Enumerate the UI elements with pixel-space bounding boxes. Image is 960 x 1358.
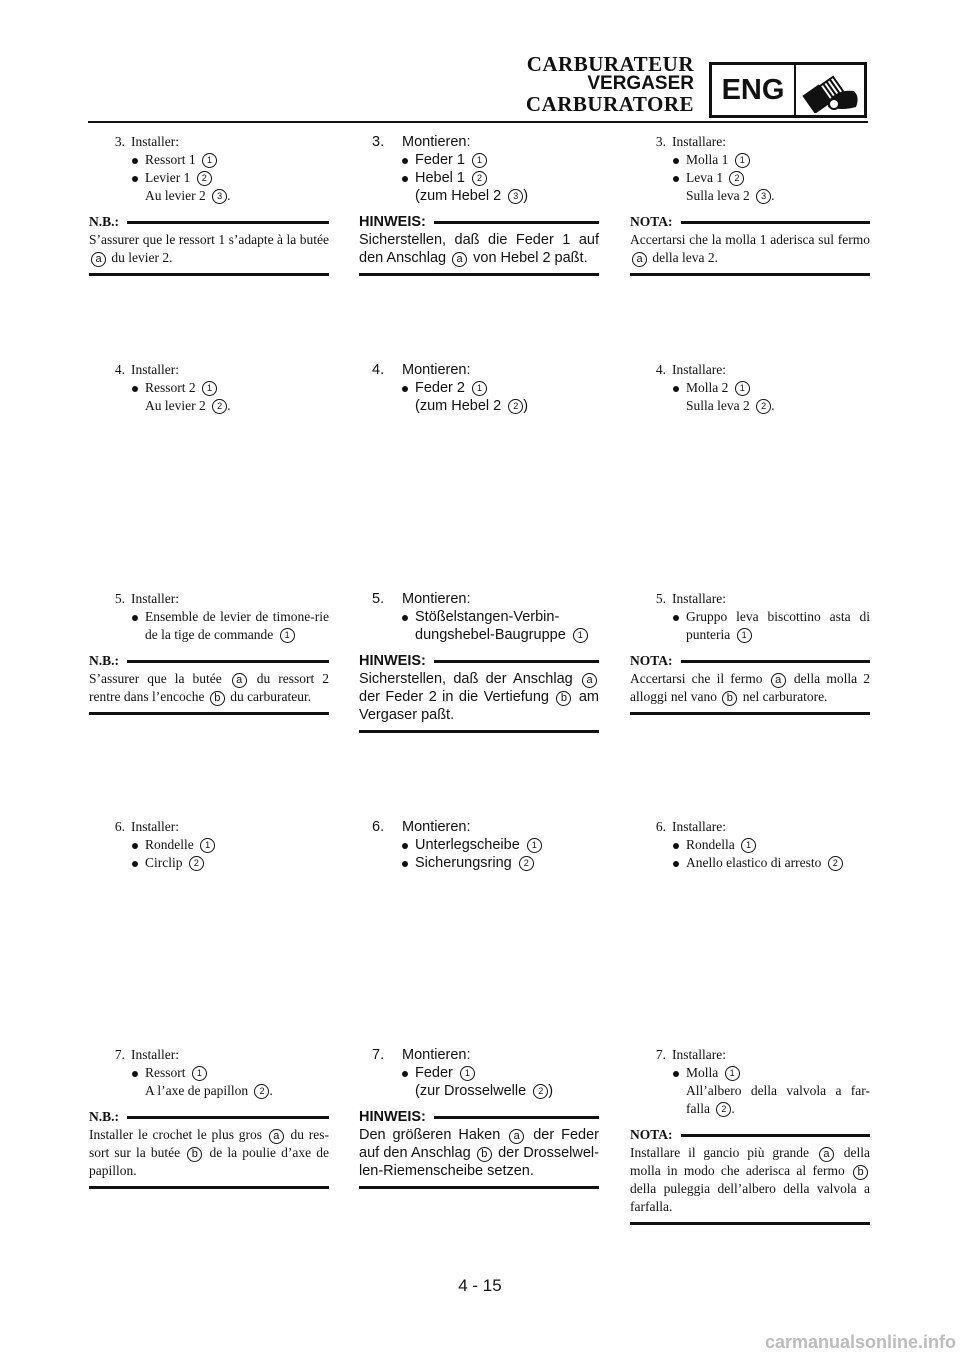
note-text: della molla in modo che aderisca al fermo [630, 1145, 870, 1178]
note-box [359, 1108, 599, 1189]
location-text: Au levier 2 [145, 188, 206, 203]
callout-number: 2 [729, 171, 744, 186]
bullet-icon [672, 1064, 686, 1082]
callout-letter: b [210, 691, 225, 706]
bullet-icon [401, 1064, 415, 1082]
note-text: du ressort 2 rentre dans l’encoche [89, 671, 330, 704]
callout-letter: a [232, 673, 247, 688]
callout-number: 1 [472, 381, 487, 396]
callout-number: 1 [202, 153, 217, 168]
location-text: (zur Drosselwelle [415, 1083, 527, 1099]
closing-paren: ) [523, 398, 529, 414]
callout-number: 3 [756, 189, 771, 204]
bullet-icon [131, 854, 145, 872]
fr-step-4: 4. Installer: Ressort 2 1 Au levier 2 2 . [89, 361, 329, 415]
note-heading: N.B.: [89, 214, 119, 229]
section-badge [709, 62, 867, 118]
note-box [630, 1126, 870, 1225]
part-name: Molla 1 [686, 152, 729, 167]
fr-step-3: 3. Installer: Ressort 1 1 Levier 1 2 Au levier 2 3 . N.B.: S’assurer que le ressort 1 s’adapte à la butée a du levier 2. [89, 133, 329, 276]
step-number: 3. [655, 134, 666, 149]
note-box [630, 652, 870, 715]
note-text: Installare il gancio più grande [630, 1145, 810, 1160]
location-text: All’albero della valvola a far-falla [686, 1083, 870, 1116]
step-title: Montieren: [402, 134, 471, 150]
note-heading: NOTA: [630, 1127, 673, 1142]
callout-number: 2 [189, 856, 204, 871]
callout-number: 2 [519, 856, 534, 871]
callout-number: 1 [460, 1066, 475, 1081]
note-text: della leva 2. [652, 250, 718, 265]
callout-letter: a [91, 252, 106, 267]
bullet-icon [401, 608, 415, 644]
note-text: Accertarsi che la molla 1 aderisca sul fermo [630, 232, 870, 247]
note-text: am Vergaser paßt. [359, 689, 600, 723]
note-text: du carburateur. [230, 689, 312, 704]
callout-number: 1 [735, 381, 750, 396]
note-box [359, 652, 599, 733]
title-it: CARBURATORE [525, 92, 694, 116]
closing-paren: ) [523, 188, 529, 204]
step-title: Installer: [131, 819, 179, 834]
de-step-5 [359, 590, 599, 733]
note-text: Den größeren Haken [359, 1127, 501, 1143]
callout-number: 1 [192, 1066, 207, 1081]
location-text: Sulla leva 2 [686, 398, 750, 413]
callout-letter: a [269, 1129, 284, 1144]
page-number: 4 - 15 [458, 1276, 502, 1295]
callout-number: 1 [202, 381, 217, 396]
callout-number: 1 [527, 838, 542, 853]
note-box [89, 213, 329, 276]
note-heading: HINWEIS: [359, 1109, 426, 1125]
closing-paren: ) [548, 1083, 554, 1099]
part-name: Feder 1 [415, 152, 465, 168]
part-name: Feder [415, 1065, 453, 1081]
callout-number: 2 [212, 399, 227, 414]
watermark: carmanualsonline.info [764, 1332, 956, 1352]
part-name: Ensemble de levier de timone-rie de la tige de commande [145, 609, 329, 642]
part-name: Gruppo leva biscottino asta di punteria [686, 609, 870, 642]
fr-step-5 [89, 590, 329, 715]
step-title: Montieren: [402, 1047, 471, 1063]
note-box [630, 213, 870, 276]
part-name: Levier 1 [145, 170, 191, 185]
step-title: Installer: [131, 134, 179, 149]
callout-number: 1 [735, 153, 750, 168]
it-step-5 [630, 590, 870, 715]
callout-number: 1 [280, 628, 295, 643]
title-fr: CARBURATEUR [526, 52, 694, 76]
step-title: Installer: [131, 591, 179, 606]
bullet-icon [672, 836, 686, 854]
note-heading: N.B.: [89, 653, 119, 668]
bullet-icon [131, 169, 145, 187]
step-number: 5. [372, 591, 385, 607]
note-text: nel carburatore. [742, 689, 828, 704]
callout-number: 1 [737, 628, 752, 643]
callout-letter: a [771, 673, 786, 688]
callout-number: 2 [828, 856, 843, 871]
bullet-icon [401, 379, 415, 397]
step-number: 7. [372, 1047, 385, 1063]
note-text: Accertarsi che il fermo [630, 671, 763, 686]
de-step-6 [359, 818, 599, 872]
part-name: Sicherungsring [415, 855, 512, 871]
callout-letter: b [556, 691, 571, 706]
wrench-engine-icon [796, 65, 864, 115]
callout-letter: a [509, 1129, 524, 1144]
step-title: Installare: [672, 819, 726, 834]
section-titles [526, 54, 694, 114]
callout-letter: b [722, 691, 737, 706]
bullet-icon [672, 151, 686, 169]
note-text: S’assurer que le ressort 1 s’adapte à la butée [89, 232, 329, 247]
step-number: 7. [655, 1047, 666, 1062]
note-text: der Feder 2 in die Vertiefung [359, 689, 549, 705]
part-name: Molla [686, 1065, 719, 1080]
section-badge-label: ENG [712, 65, 796, 115]
step-title: Montieren: [402, 819, 471, 835]
step-title: Installer: [131, 362, 179, 377]
part-name: Hebel 1 [415, 170, 465, 186]
part-name: Ressort 1 [145, 152, 196, 167]
note-heading: NOTA: [630, 214, 673, 229]
note-text: du res-sort sur la butée [89, 1127, 330, 1160]
note-box [359, 213, 599, 276]
callout-number: 1 [725, 1066, 740, 1081]
note-heading: N.B.: [89, 1109, 119, 1124]
location-text: A l’axe de papillon [145, 1083, 249, 1098]
fr-step-7: 7. Installer: Ressort 1 A l’axe de papillon 2 . N.B.: Installer le crochet le plus gros a du res-sort sur la butée b de la poulie d’axe de papillon. [89, 1046, 329, 1189]
callout-number: 1 [573, 628, 588, 643]
callout-number: 2 [254, 1084, 269, 1099]
bullet-icon [131, 379, 145, 397]
note-heading: NOTA: [630, 653, 673, 668]
note-text: della puleggia dell’albero della valvola a farfalla. [630, 1181, 870, 1214]
part-name: Ressort 2 [145, 380, 196, 395]
part-name: Rondella [686, 837, 735, 852]
header-rule [88, 121, 868, 123]
callout-letter: b [853, 1165, 868, 1180]
step-number: 4. [114, 362, 125, 377]
it-step-6 [630, 818, 870, 872]
callout-letter: b [187, 1147, 202, 1162]
note-text: S’assurer que la butée [89, 671, 222, 686]
step-number: 6. [114, 819, 125, 834]
bullet-icon [131, 836, 145, 854]
callout-number: 1 [200, 838, 215, 853]
title-de: VERGASER [587, 73, 694, 94]
callout-letter: a [452, 252, 467, 267]
callout-number: 2 [472, 171, 487, 186]
note-text: der Drosselwel-len-Riemenscheibe setzen. [359, 1145, 599, 1179]
step-title: Installare: [672, 591, 726, 606]
bullet-icon [672, 379, 686, 397]
callout-number: 1 [741, 838, 756, 853]
de-step-4 [359, 361, 599, 415]
it-step-4: 4. Installare: Molla 2 1 Sulla leva 2 2 . [630, 361, 870, 415]
bullet-icon [672, 608, 686, 644]
note-text: Sicherstellen, daß der Anschlag [359, 671, 573, 687]
step-title: Installare: [672, 134, 726, 149]
callout-number: 1 [472, 153, 487, 168]
callout-number: 2 [533, 1084, 548, 1099]
note-box [89, 1108, 329, 1189]
location-text: (zum Hebel 2 [415, 398, 502, 414]
part-name: Anello elastico di arresto [686, 855, 822, 870]
bullet-icon [401, 854, 415, 872]
note-text: der Feder auf den Anschlag [359, 1127, 599, 1161]
part-name: Unterlegscheibe [415, 837, 520, 853]
step-number: 7. [114, 1047, 125, 1062]
step-number: 4. [655, 362, 666, 377]
location-text: Au levier 2 [145, 398, 206, 413]
fr-step-6 [89, 818, 329, 872]
note-heading: HINWEIS: [359, 653, 426, 669]
callout-letter: b [477, 1147, 492, 1162]
note-box [89, 652, 329, 715]
step-number: 3. [114, 134, 125, 149]
step-title: Montieren: [402, 362, 471, 378]
note-text: della molla 2 alloggi nel vano [630, 671, 871, 704]
part-name: Feder 2 [415, 380, 465, 396]
callout-number: 3 [508, 189, 523, 204]
note-heading: HINWEIS: [359, 214, 426, 230]
callout-number: 2 [756, 399, 771, 414]
step-number: 5. [114, 591, 125, 606]
part-name: Ressort [145, 1065, 186, 1080]
callout-number: 3 [212, 189, 227, 204]
step-number: 6. [372, 819, 385, 835]
part-name: Stößelstangen-Verbin-dungshebel-Baugruppe [415, 609, 566, 643]
bullet-icon [401, 169, 415, 187]
step-number: 4. [372, 362, 385, 378]
callout-number: 2 [716, 1102, 731, 1117]
bullet-icon [401, 151, 415, 169]
step-number: 3. [372, 134, 385, 150]
note-text: du levier 2. [111, 250, 173, 265]
location-text: (zum Hebel 2 [415, 188, 502, 204]
callout-letter: a [582, 673, 597, 688]
it-step-3: 3. Installare: Molla 1 1 Leva 1 2 Sulla leva 2 3 . NOTA: Accertarsi che la molla 1 aderisca sul fermo a della leva 2. [630, 133, 870, 276]
callout-number: 2 [508, 399, 523, 414]
note-text: de la poulie d’axe de papillon. [89, 1145, 330, 1178]
callout-letter: a [819, 1147, 834, 1162]
de-step-3 [359, 133, 599, 276]
step-title: Installare: [672, 362, 726, 377]
bullet-icon [672, 854, 686, 872]
step-number: 6. [655, 819, 666, 834]
it-step-7: 7. Installare: Molla 1 All’albero della valvola a far-falla 2 . NOTA: Installare il gancio più grande a della molla in modo che aderisca al fermo b della puleggia dell’albero della valvola a farfalla. [630, 1046, 870, 1225]
location-text: Sulla leva 2 [686, 188, 750, 203]
step-title: Montieren: [402, 591, 471, 607]
note-text: Sicherstellen, daß die Feder 1 auf den Anschlag [359, 232, 599, 266]
bullet-icon [131, 1064, 145, 1082]
step-title: Installare: [672, 1047, 726, 1062]
note-text: Installer le crochet le plus gros [89, 1127, 262, 1142]
bullet-icon [131, 608, 145, 644]
de-step-7 [359, 1046, 599, 1189]
step-number: 5. [655, 591, 666, 606]
step-title: Installer: [131, 1047, 179, 1062]
bullet-icon [672, 169, 686, 187]
part-name: Rondelle [145, 837, 194, 852]
callout-letter: a [632, 252, 647, 267]
bullet-icon [401, 836, 415, 854]
part-name: Leva 1 [686, 170, 724, 185]
note-text: von Hebel 2 paßt. [473, 250, 588, 266]
part-name: Molla 2 [686, 380, 729, 395]
callout-number: 2 [197, 171, 212, 186]
bullet-icon [131, 151, 145, 169]
part-name: Circlip [145, 855, 183, 870]
